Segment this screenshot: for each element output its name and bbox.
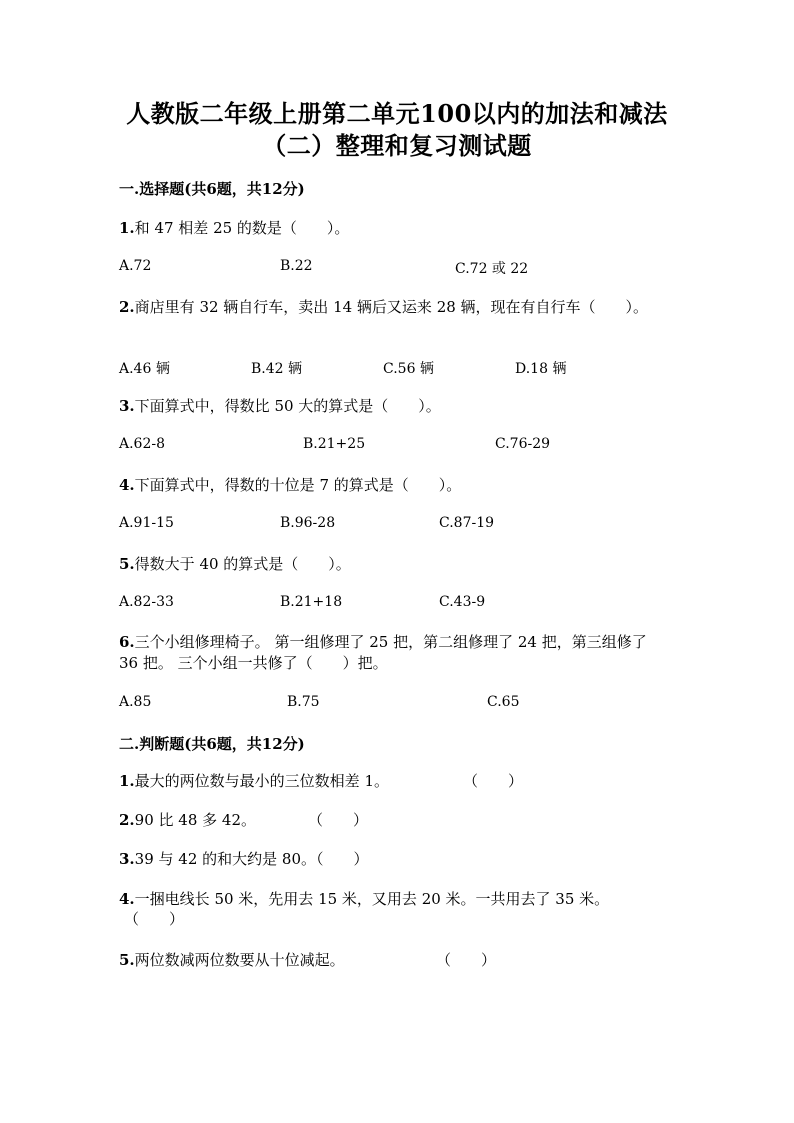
question-number: 1.: [119, 219, 135, 237]
option-c: C.56 辆: [383, 361, 434, 377]
question-number: 6.: [119, 633, 135, 651]
judge-question-5: [119, 950, 345, 970]
question-text: 下面算式中，得数比 50 大的算式是（ ）。: [134, 397, 441, 415]
question-1: [119, 218, 349, 238]
question-6: [119, 632, 647, 652]
question-6-line-2: 36 把。 三个小组一共修了（ ）把。: [119, 654, 388, 672]
question-4: [119, 475, 461, 495]
answer-bracket: （ ）: [308, 811, 369, 829]
question-2: [119, 297, 648, 317]
question-text: 商店里有 32 辆自行车，卖出 14 辆后又运来 28 辆，现在有自行车（ ）。: [134, 298, 649, 316]
option-a: A.82-33: [119, 594, 174, 610]
question-number: 3.: [119, 850, 135, 868]
judge-question-4: [119, 889, 609, 909]
option-a: A.85: [119, 694, 152, 710]
question-text: 最大的两位数与最小的三位数相差 1。: [134, 772, 389, 790]
question-text: 和 47 相差 25 的数是（ ）。: [134, 219, 350, 237]
question-number: 4.: [119, 476, 135, 494]
option-a: A.62-8: [119, 436, 166, 452]
option-a: A.46 辆: [119, 361, 170, 377]
question-5: [119, 554, 351, 574]
option-c: C.43-9: [439, 594, 486, 610]
judge-question-3: [119, 849, 369, 869]
option-b: B.75: [287, 694, 320, 710]
option-c: C.76-29: [495, 436, 551, 452]
option-d: D.18 辆: [515, 361, 567, 377]
question-text: 一捆电线长 50 米，先用去 15 米，又用去 20 米。一共用去了 35 米。: [134, 890, 610, 908]
judge-question-1: [119, 771, 389, 791]
title-line-1: 人教版二年级上册第二单元100以内的加法和减法: [126, 99, 668, 128]
option-c: C.87-19: [439, 515, 495, 531]
answer-bracket: （ ）: [124, 910, 185, 928]
question-number: 5.: [119, 555, 135, 573]
question-text: 下面算式中，得数的十位是 7 的算式是（ ）。: [134, 476, 462, 494]
question-number: 4.: [119, 890, 135, 908]
question-number: 2.: [119, 811, 135, 829]
option-b: B.22: [280, 258, 313, 274]
question-text: 三个小组修理椅子。 第一组修理了 25 把，第二组修理了 24 把，第三组修了: [134, 633, 647, 651]
question-number: 3.: [119, 397, 135, 415]
title-line-2: （二）整理和复习测试题: [262, 131, 532, 160]
answer-bracket: （ ）: [463, 772, 524, 790]
option-c: C.72 或 22: [455, 261, 529, 277]
section-heading-choice: 一.选择题(共6题，共12分): [119, 180, 305, 198]
option-a: A.72: [119, 258, 152, 274]
question-text: 得数大于 40 的算式是（ ）。: [134, 555, 351, 573]
section-heading-judge: 二.判断题(共6题，共12分): [119, 735, 305, 753]
question-number: 2.: [119, 298, 135, 316]
option-b: B.96-28: [280, 515, 336, 531]
option-b: B.42 辆: [251, 361, 303, 377]
option-b: B.21+18: [280, 594, 343, 610]
option-b: B.21+25: [303, 436, 366, 452]
answer-bracket: （ ）: [436, 951, 497, 969]
judge-question-2: [119, 810, 256, 830]
option-c: C.65: [487, 694, 520, 710]
question-text: 39 与 42 的和大约是 80。（ ）: [134, 850, 369, 868]
question-number: 1.: [119, 772, 135, 790]
question-3: [119, 396, 441, 416]
option-a: A.91-15: [119, 515, 174, 531]
question-text: 两位数减两位数要从十位减起。: [134, 951, 345, 969]
question-number: 5.: [119, 951, 135, 969]
question-text: 90 比 48 多 42。: [134, 811, 257, 829]
